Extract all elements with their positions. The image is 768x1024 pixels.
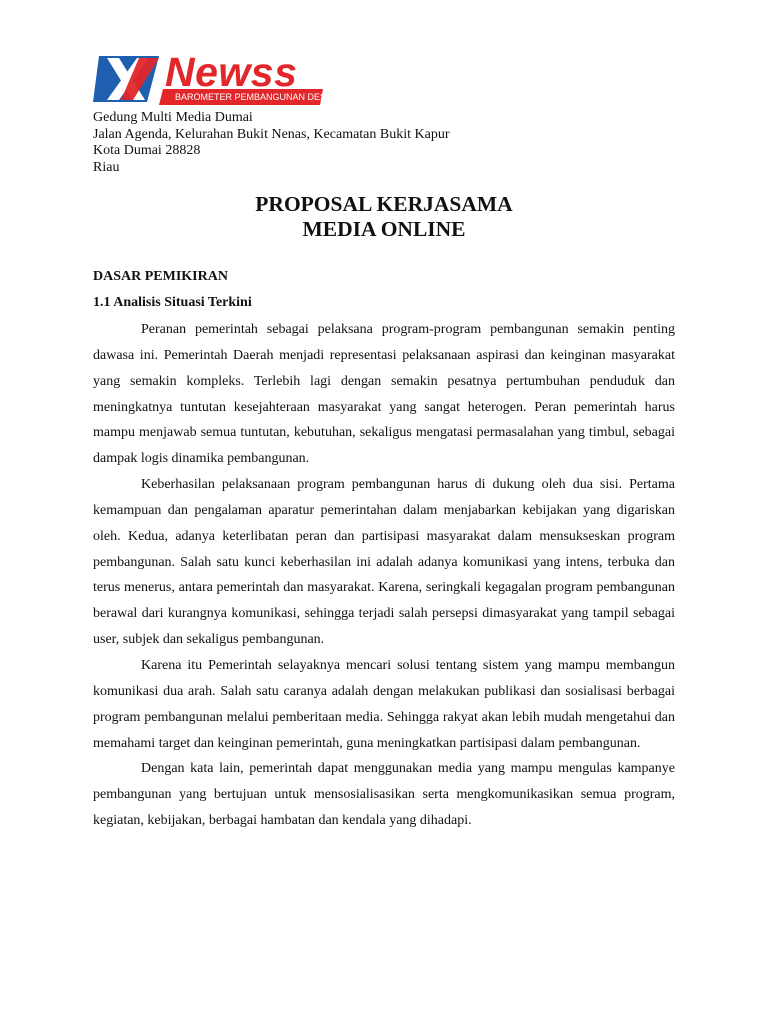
paragraph: Karena itu Pemerintah selayaknya mencari solusi tentang sistem yang mampu membangun komunikasi dua arah. Salah satu caranya adalah dengan melakukan publikasi dan sosialisasi berbagai program pembangunan melalui pemberitaan media. Sehingga rakyat akan lebih mudah mengetahui dan memahami target dan keinginan pemerintah, guna meningkatkan partisipasi dalam pembangunan.: [93, 657, 675, 751]
section-heading: DASAR PEMIKIRAN: [93, 269, 228, 284]
logo-tagline: BAROMETER PEMBANGUNAN DESA: [175, 92, 333, 102]
address-line: Kota Dumai 28828: [93, 143, 201, 158]
logo-wordmark: Newss: [165, 49, 298, 95]
subsection-heading: 1.1 Analisis Situasi Terkini: [93, 295, 252, 310]
paragraph: Peranan pemerintah sebagai pelaksana program-program pembangunan semakin penting dawasa ini. Pemerintah Daerah menjadi representasi pelaksanaan aspirasi dan keinginan masyarakat yang semakin kompleks. Terlebih lagi dengan semakin pesatnya pertumbuhan penduduk dan meningkatnya tuntutan kesejahteraan masyarakat yang sangat heterogen. Peran pemerintah harus mampu menjawab semua tuntutan, kebutuhan, sekaligus mengatasi permasalahan yang timbul, sebagai dampak logis dinamika pembangunan.: [93, 322, 675, 467]
xnewss-logo: [93, 49, 333, 106]
sender-address: [93, 110, 450, 176]
address-line: Riau: [93, 159, 120, 175]
paragraph: Dengan kata lain, pemerintah dapat menggunakan media yang mampu mengulas kampanye pembangunan yang bertujuan untuk mensosialisasikan serta mengkomunikasikan semua program, kegiatan, kebijakan, berbagai hambatan dan kendala yang dihadapi.: [93, 761, 675, 829]
address-line: Jalan Agenda, Kelurahan Bukit Nenas, Kecamatan Bukit Kapur: [93, 126, 450, 142]
paragraph: Keberhasilan pelaksanaan program pembangunan harus di dukung oleh dua sisi. Pertama kemampuan dan pengalaman aparatur pemerintahan dalam menjabarkan kebijakan yang digariskan oleh. Kedua, adanya keterlibatan peran dan partisipasi masyarakat dalam mensukseskan program pembangunan. Salah satu kunci keberhasilan ini adalah adanya komunikasi yang intens, terbuka dan terus menerus, antara pemerintah dan masyarakat. Karena, seringkali kegagalan program pembangunan berawal dari kurangnya komunikasi, sehingga terjadi salah persepsi dimasyarakat yang tampil sebagai user, subjek dan sekaligus pembangunan.: [93, 477, 675, 648]
title-line-2: MEDIA ONLINE: [302, 217, 466, 241]
title-line-1: PROPOSAL KERJASAMA: [255, 192, 513, 216]
body-text: [93, 317, 675, 834]
address-line: Gedung Multi Media Dumai: [93, 110, 253, 125]
document-title: [0, 192, 768, 242]
